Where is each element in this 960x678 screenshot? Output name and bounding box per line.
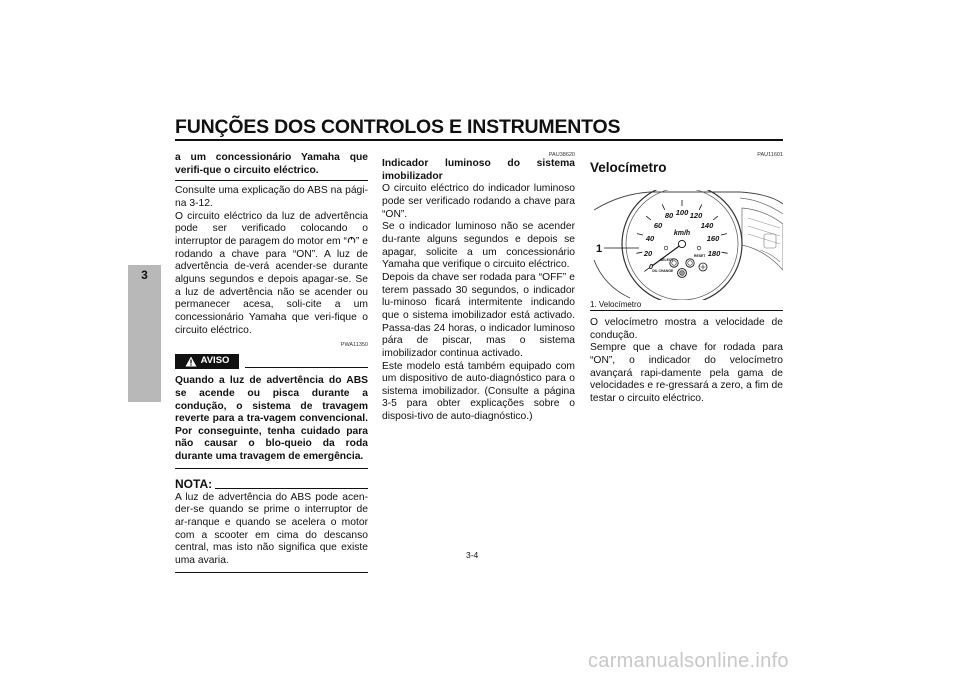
tick-label-160: 160 <box>706 234 720 243</box>
immobilizer-paragraph-4: Este modelo está também equipado com um dispositivo de auto-diagnóstico para o sistema imobilizador. (Consulte a página 3-5 para obter explicações sobre o disposi-tivo de auto-diagnóstico.) <box>382 360 575 423</box>
column-right <box>590 152 783 406</box>
chapter-number: 3 <box>141 268 148 282</box>
header-rule <box>175 139 783 141</box>
tick-label-80: 80 <box>664 211 674 220</box>
column-left <box>175 152 368 577</box>
note-label: NOTA: <box>175 476 213 491</box>
page-title: FUNÇÕES DOS CONTROLOS E INSTRUMENTOS <box>175 116 621 138</box>
tick-label-0: 0 <box>648 262 654 271</box>
immobilizer-paragraph-1: O circuito eléctrico do indicador luminoso pode ser verificado rodando a chave para “ON”. <box>382 183 575 220</box>
divider <box>175 180 368 181</box>
immobilizer-paragraph-3: Depois da chave ser rodada para “OFF” e terem passado 30 segundos, o indicador lu-minoso ficará intermitente indicando que o sistema imobilizador está activado. Passa-das 24 horas, o indicador luminoso pára de piscar, mas o sistema imobilizador continua activado. <box>382 271 575 359</box>
note-end-rule <box>175 572 368 573</box>
column-middle <box>382 152 575 424</box>
engine-stop-switch-icon <box>347 236 356 245</box>
callout-number: 1 <box>596 243 603 255</box>
abs-reference: Consulte uma explicação do ABS na pági-na 3-12. <box>175 185 368 209</box>
speedometer-paragraph-1: O velocímetro mostra a velocidade de condução. <box>590 317 783 341</box>
warning-rule <box>245 367 368 368</box>
warning-badge <box>175 354 239 369</box>
oil-change-label: OIL CHANGE <box>652 269 674 273</box>
section-code: PAU38620 <box>548 152 575 158</box>
speedometer-paragraph-2: Sempre que a chave for rodada para “ON”, o indicador do velocímetro avançará rapi-damente pela gama de velocidades e re-gressará a zero, a fim de testar o circuito eléctrico. <box>590 342 783 404</box>
tick-label-60: 60 <box>653 221 663 230</box>
tick-label-100: 100 <box>675 208 689 217</box>
note-rule <box>215 488 368 489</box>
section-code: PAU11601 <box>757 152 783 158</box>
page-number: 3-4 <box>466 550 479 560</box>
warning-header <box>175 354 368 370</box>
note-header <box>175 477 368 490</box>
note-text: A luz de advertência do ABS pode acen-der-se quando se prime o interruptor de ar-ranque e quando se acelera o motor com a scooter em cima do descanso central, mas isto não significa que existe uma avaria. <box>175 491 368 567</box>
needle-hub <box>678 240 685 247</box>
tick-label-20: 20 <box>643 249 653 258</box>
lead-text: a um concessionário Yamaha que verifi-que o circuito eléctrico. <box>175 152 368 176</box>
speed-unit: km/h <box>673 230 691 237</box>
warning-end-rule <box>175 468 368 469</box>
warning-text: Quando a luz de advertência do ABS se acende ou pisca durante a condução, o sistema de travagem reverte para a tra-vagem convencional. Por conseguinte, tenha cuidado para não causar o blo-queio da roda durante uma travagem de emergência. <box>175 375 368 463</box>
watermark: carmanualsonline.info <box>588 650 789 672</box>
figure-caption: 1. Velocímetro <box>590 300 642 309</box>
speedometer-title: Velocímetro <box>590 160 667 175</box>
warning-code: PWA11350 <box>340 342 368 349</box>
speedometer-illustration <box>590 190 783 300</box>
speedometer-figure <box>590 190 783 300</box>
tick-label-120: 120 <box>689 211 703 220</box>
tick-label-40: 40 <box>645 234 655 243</box>
immobilizer-paragraph-2: Se o indicador luminoso não se acender du-rante alguns segundos e depois se apagar, solicite a um concessionário Yamaha que verifique o circuito eléctrico. <box>382 221 575 271</box>
tick-label-180: 180 <box>707 249 721 258</box>
warning-triangle-icon <box>185 356 197 367</box>
tick-label-140: 140 <box>700 221 714 230</box>
select-label: SELECT <box>660 258 674 262</box>
chapter-tab <box>128 265 161 402</box>
reset-label: RESET <box>694 254 706 258</box>
abs-check-paragraph: O circuito eléctrico da luz de advertência pode ser verificado colocando o interruptor de paragem do motor em “ ” e rodando a chave para “ON”. A luz de advertência de-verá acender-se durante alguns segundos e depois apagar-se. Se a luz de advertência não se acender ou permanecer acesa, soli-cite a um concessionário Yamaha que veri-fique o circuito eléctrico. <box>175 210 368 336</box>
immobilizer-heading: Indicador luminoso do sistema imobilizador <box>382 158 575 182</box>
caption-rule <box>590 310 783 311</box>
warning-label: AVISO <box>200 355 230 367</box>
